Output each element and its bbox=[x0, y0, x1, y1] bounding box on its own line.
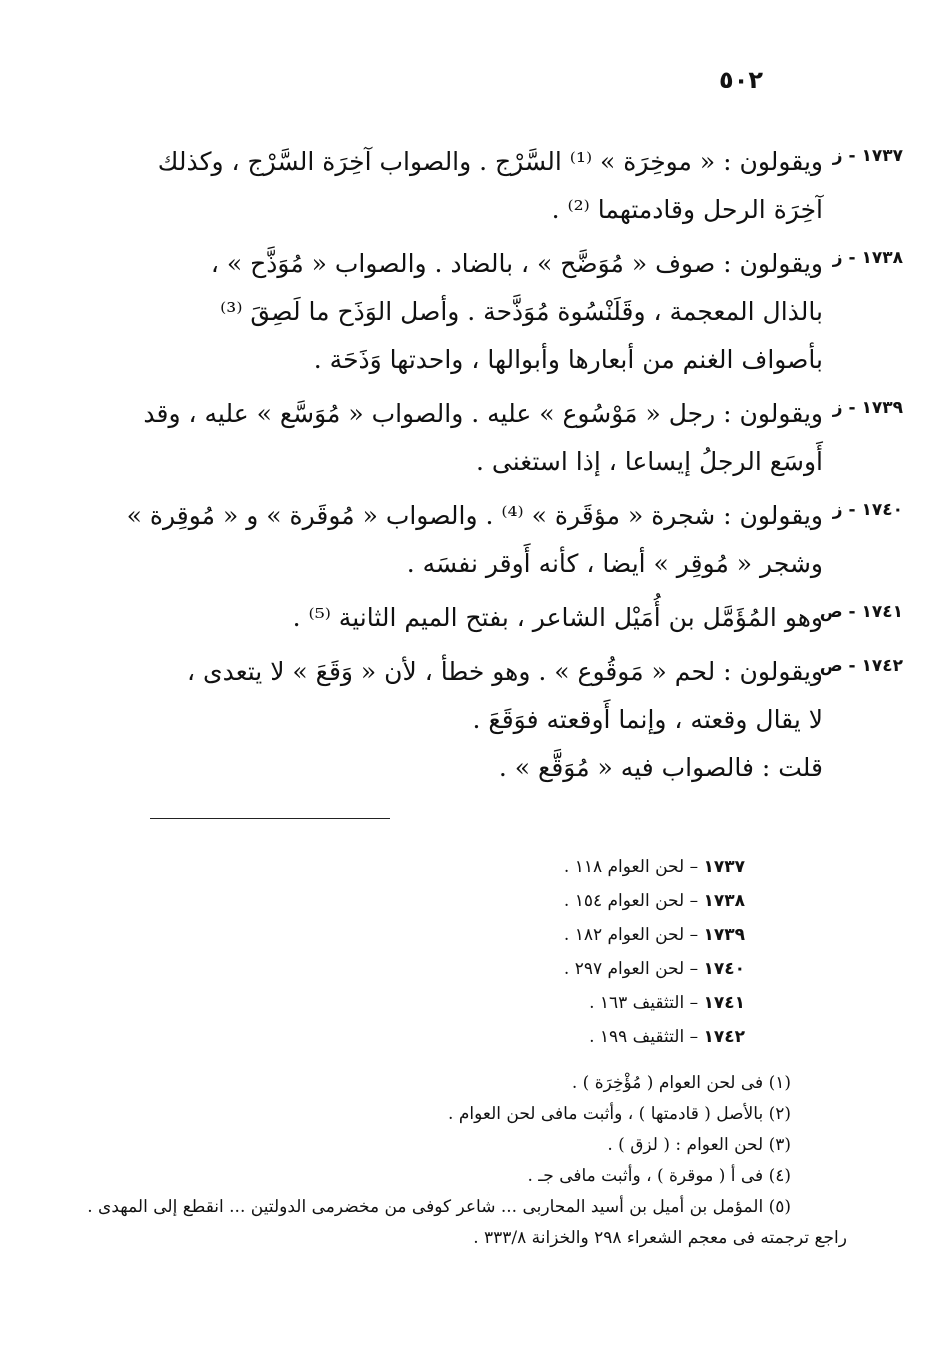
entry-text-line: ويقولون : رجل « مَوْسُوع » عليه . والصواب « مُوَسَّع » عليه ، وقد bbox=[143, 399, 823, 428]
reference-number: ١٧٤٠ bbox=[703, 959, 745, 979]
reference-line bbox=[345, 952, 745, 986]
entry-text-line: وهو المُؤَمَّل بن أُمَيْل الشاعر ، بفتح الميم الثانية ⁽⁵⁾ . bbox=[292, 603, 823, 632]
entry-number: ١٧٤١ - ص bbox=[819, 602, 903, 622]
entry-text-line: ويقولون : لحم « مَوقُوع » . وهو خطأ ، لأن « وَقَعَ » لا يتعدى ، bbox=[186, 657, 823, 686]
footnote: (٤) فى أ ( موقرة ) ، وأثبت مافى جـ . bbox=[527, 1166, 791, 1186]
footnote: (١) فى لحن العوام ( مُؤْخِرَة ) . bbox=[571, 1073, 791, 1093]
footnote: (٢) بالأصل ( قادمتها ) ، وأثبت مافى لحن العوام . bbox=[448, 1104, 791, 1124]
reference-text: – التثقيف ١٩٩ . bbox=[589, 1027, 704, 1047]
reference-text: – لحن العوام ٢٩٧ . bbox=[563, 959, 704, 979]
reference-line bbox=[345, 918, 745, 952]
entry bbox=[103, 492, 903, 588]
reference-text: – التثقيف ١٦٣ . bbox=[589, 993, 704, 1013]
footnote-continuation: راجع ترجمته فى معجم الشعراء ٢٩٨ والخزانة ٣٣٣/٨ . bbox=[473, 1228, 847, 1248]
reference-line bbox=[345, 850, 745, 884]
entry-text-line: ويقولون : صوف « مُوَضَّح » ، بالضاد . والصواب « مُوَذَّح » ، bbox=[210, 249, 823, 278]
entry-text-line: قلت : فالصواب فيه « مُوَقَّع » . bbox=[498, 753, 823, 782]
entry bbox=[103, 648, 903, 792]
reference-number: ١٧٤٢ bbox=[703, 1027, 745, 1047]
entry-text-line: آخِرَة الرحل وقادمتهما ⁽²⁾ . bbox=[551, 195, 823, 224]
footnotes bbox=[71, 1068, 847, 1254]
entry-number: ١٧٣٨ - ز bbox=[832, 248, 903, 268]
entry bbox=[103, 240, 903, 384]
reference-text: – لحن العوام ١٥٤ . bbox=[563, 891, 704, 911]
entry-text-line: أَوسَع الرجلُ إيساعا ، إذا استغنى . bbox=[476, 447, 823, 476]
entry-text-line: ويقولون : شجرة « مؤقَرة » ⁽⁴⁾ . والصواب « مُوقَرة » و « مُوقِرة » bbox=[126, 501, 823, 530]
reference-number: ١٧٣٨ bbox=[703, 891, 745, 911]
entry-number: ١٧٣٩ - ز bbox=[832, 398, 903, 418]
footnote: (٥) المؤمل بن أميل بن أسيد المحاربى ... شاعر كوفى من مخضرمى الدولتين ... انقطع إلى المهدى . bbox=[87, 1197, 791, 1217]
reference-text: – لحن العوام ١١٨ . bbox=[563, 857, 704, 877]
reference-line bbox=[345, 986, 745, 1020]
entry-text-line: لا يقال وقعته ، وإنما أَوقعته فوَقَعَ . bbox=[472, 705, 823, 734]
entry-number: ١٧٤٢ - ص bbox=[819, 656, 903, 676]
entries-list bbox=[103, 138, 903, 798]
reference-line bbox=[345, 1020, 745, 1054]
page-number: ٥٠٢ bbox=[719, 66, 763, 94]
entry bbox=[103, 594, 903, 642]
source-references bbox=[345, 850, 745, 1054]
entry bbox=[103, 138, 903, 234]
entry-text-line: بأصواف الغنم من أبعارها وأبوالها ، واحدتها وَذَحَة . bbox=[313, 345, 823, 374]
footnote: (٣) لحن العوام : ( لزق ) . bbox=[607, 1135, 791, 1155]
reference-number: ١٧٤١ bbox=[703, 993, 745, 1013]
reference-text: – لحن العوام ١٨٢ . bbox=[563, 925, 704, 945]
entry bbox=[103, 390, 903, 486]
entry-text-line: بالذال المعجمة ، وقَلَنْسُوة مُوَذَّحة . وأصل الوَذَح ما لَصِقَ ⁽³⁾ bbox=[220, 297, 823, 326]
entry-number: ١٧٣٧ - ز bbox=[832, 146, 903, 166]
reference-number: ١٧٣٩ bbox=[703, 925, 745, 945]
footnote-divider bbox=[150, 818, 390, 819]
reference-line bbox=[345, 884, 745, 918]
reference-number: ١٧٣٧ bbox=[703, 857, 745, 877]
entry-number: ١٧٤٠ - ز bbox=[832, 500, 903, 520]
entry-text-line: ويقولون : « موخِرَة » ⁽¹⁾ السَّرْج . والصواب آخِرَة السَّرْج ، وكذلك bbox=[157, 147, 823, 176]
entry-text-line: وشجر « مُوقِر » أيضا ، كأنه أَوقر نفسَه . bbox=[406, 549, 823, 578]
